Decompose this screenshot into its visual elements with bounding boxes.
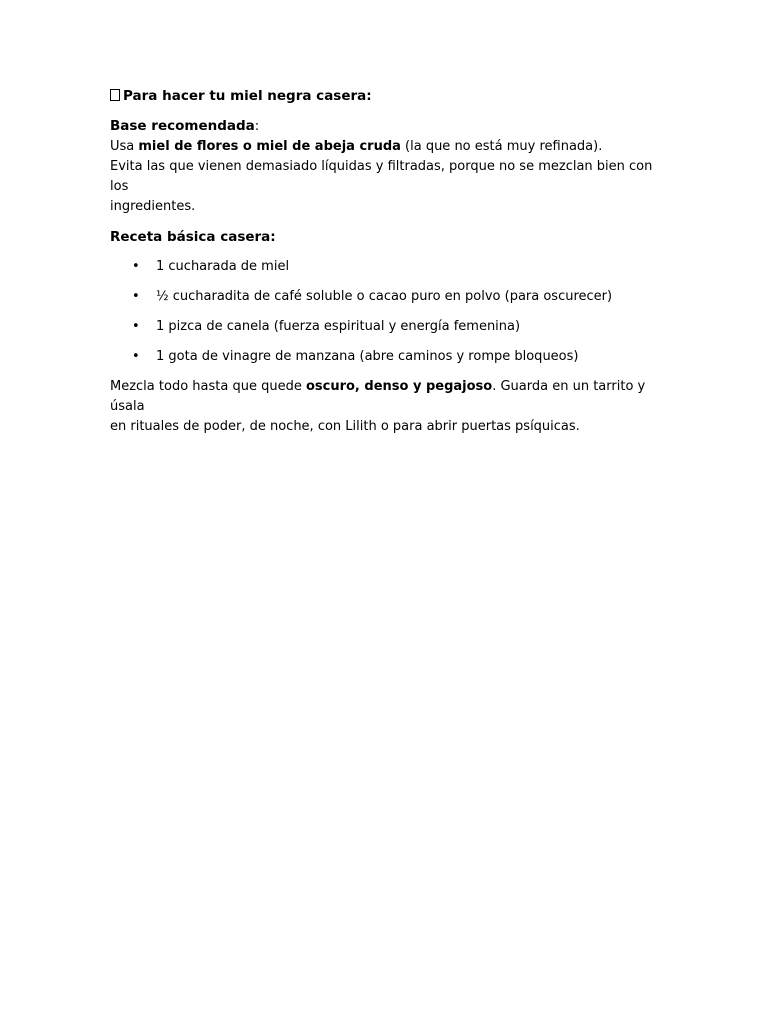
base-line-1-suffix: (la que no está muy refinada). xyxy=(400,139,603,154)
unknown-glyph-icon xyxy=(110,89,120,101)
list-item xyxy=(110,257,658,277)
list-item-text: ½ cucharadita de café soluble o cacao puro en polvo (para oscurecer) xyxy=(156,289,613,304)
closing-paragraph xyxy=(110,377,658,437)
closing-line-1 xyxy=(110,377,658,417)
base-line-1 xyxy=(110,137,658,157)
base-heading: Base recomendada xyxy=(110,118,255,134)
document-title xyxy=(110,86,658,106)
base-line-1-bold: miel de flores o miel de abeja cruda xyxy=(138,139,401,154)
bullet: • xyxy=(132,289,140,304)
closing-prefix: Mezcla todo hasta que quede xyxy=(110,379,306,394)
base-line-1-prefix: Usa xyxy=(110,139,139,154)
list-item xyxy=(110,287,658,307)
base-heading-line xyxy=(110,116,658,137)
closing-suffix: . Guarda en un tarrito y úsala xyxy=(110,379,646,414)
list-item-text: 1 gota de vinagre de manzana (abre caminos y rompe bloqueos) xyxy=(156,349,579,364)
bullet: • xyxy=(132,349,140,364)
list-item xyxy=(110,347,658,367)
bullet: • xyxy=(132,259,140,274)
list-item-text: 1 cucharada de miel xyxy=(156,259,290,274)
recipe-heading: Receta básica casera: xyxy=(110,229,276,245)
document-body xyxy=(110,86,658,437)
closing-bold: oscuro, denso y pegajoso xyxy=(305,379,493,394)
list-item xyxy=(110,317,658,337)
recipe-list xyxy=(110,257,658,367)
closing-line-2: en rituales de poder, de noche, con Lilith o para abrir puertas psíquicas. xyxy=(110,419,580,434)
base-section xyxy=(110,116,658,217)
title-text: Para hacer tu miel negra casera: xyxy=(123,88,372,104)
base-line-2: Evita las que vienen demasiado líquidas y filtradas, porque no se mezclan bien con los xyxy=(110,159,653,194)
base-heading-colon: : xyxy=(254,119,260,134)
recipe-section xyxy=(110,227,658,367)
bullet: • xyxy=(132,319,140,334)
base-line-3: ingredientes. xyxy=(110,199,196,214)
list-item-text: 1 pizca de canela (fuerza espiritual y energía femenina) xyxy=(156,319,521,334)
